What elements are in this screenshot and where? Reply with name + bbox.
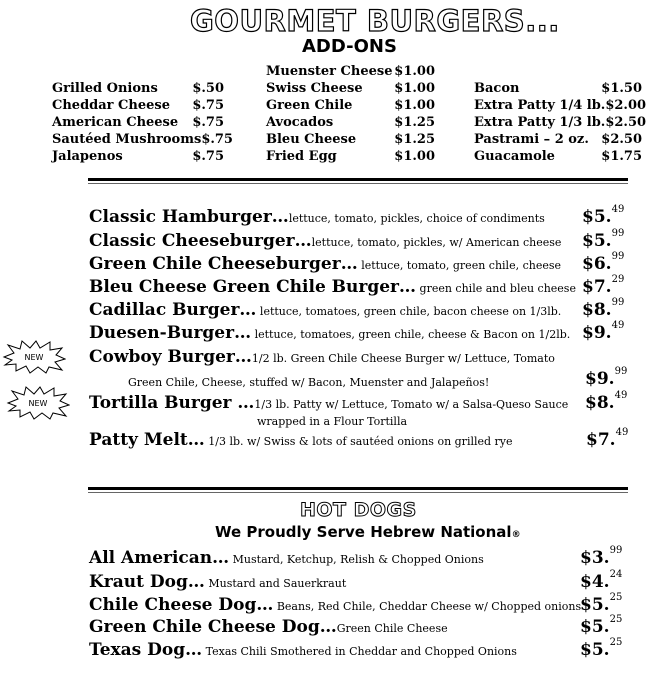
menu-item-chile-cheese-dog: Chile Cheese Dog… Beans, Red Chile, Cheddar Cheese w/ Chopped onions xyxy=(89,595,582,615)
hotdogs-subheading: We Proudly Serve Hebrew National® xyxy=(215,523,521,541)
item-description-line-2: wrapped in a Flour Tortilla xyxy=(257,415,408,428)
price: $4.24 xyxy=(580,569,623,592)
price: $5.25 xyxy=(580,637,623,660)
addons-col-3 xyxy=(474,80,647,165)
menu-item-green-chile-cheeseburger: Green Chile Cheeseburger… lettuce, tomato, green chile, cheese xyxy=(89,254,561,274)
menu-item-classic-cheeseburger: Classic Cheeseburger…lettuce, tomato, pickles, w/ American cheese xyxy=(89,231,562,251)
addon-row: Bacon $1.50 xyxy=(474,81,642,96)
menu-item-cadillac-burger: Cadillac Burger… lettuce, tomatoes, green chile, bacon cheese on 1/3lb. xyxy=(89,300,562,320)
menu-item-duesen-burger: Duesen-Burger… lettuce, tomatoes, green chile, cheese & Bacon on 1/2lb. xyxy=(89,323,571,343)
new-badge-starburst-icon xyxy=(6,386,70,420)
addon-row: Grilled Onions $.50 xyxy=(52,81,224,96)
price: $5.25 xyxy=(580,614,623,637)
new-badge-label: NEW xyxy=(24,353,44,362)
hotdogs-heading: HOT DOGS xyxy=(300,499,417,521)
addon-row: Extra Patty 1/4 lb. $2.00 xyxy=(474,98,647,113)
item-description-line-2: Green Chile, Cheese, stuffed w/ Bacon, Muenster and Jalapeños! xyxy=(128,376,490,389)
addon-row: Pastrami – 2 oz. $2.50 xyxy=(474,132,642,147)
new-badge-starburst-icon xyxy=(2,340,66,374)
price: $3.99 xyxy=(580,545,623,568)
menu-item-bleu-cheese-green-chile-burger: Bleu Cheese Green Chile Burger… green chile and bleu cheese xyxy=(89,277,576,297)
addon-row: Swiss Cheese $1.00 xyxy=(266,81,435,96)
addon-row: Sautéed Mushrooms $.75 xyxy=(52,132,233,147)
addon-row: Avocados $1.25 xyxy=(266,115,435,130)
addon-row: Extra Patty 1/3 lb. $2.50 xyxy=(474,115,647,130)
price: $7.29 xyxy=(582,274,625,297)
price: $5.25 xyxy=(580,592,623,615)
price: $9.99 xyxy=(585,366,628,389)
addons-heading: ADD-ONS xyxy=(302,36,397,57)
addon-row: Jalapenos $.75 xyxy=(52,149,224,164)
divider xyxy=(88,487,628,490)
divider xyxy=(88,178,628,181)
addon-row: Fried Egg $1.00 xyxy=(266,149,435,164)
price: $5.99 xyxy=(582,228,625,251)
addon-row: Guacamole $1.75 xyxy=(474,149,642,164)
price: $6.99 xyxy=(582,251,625,274)
addon-row: Cheddar Cheese $.75 xyxy=(52,98,224,113)
price: $7.49 xyxy=(586,427,629,450)
addons-col-2 xyxy=(266,63,435,165)
price: $9.49 xyxy=(582,320,625,343)
menu-item-green-chile-cheese-dog: Green Chile Cheese Dog…Green Chile Cheese xyxy=(89,617,448,637)
price: $5.49 xyxy=(582,204,625,227)
divider xyxy=(88,492,628,493)
menu-item-kraut-dog: Kraut Dog… Mustard and Sauerkraut xyxy=(89,572,347,592)
addon-row: Bleu Cheese $1.25 xyxy=(266,132,435,147)
menu-item-all-american: All American… Mustard, Ketchup, Relish & Chopped Onions xyxy=(89,548,484,568)
addon-row: American Cheese $.75 xyxy=(52,115,224,130)
menu-item-patty-melt: Patty Melt… 1/3 lb. w/ Swiss & lots of sautéed onions on grilled rye xyxy=(89,430,513,450)
price: $8.49 xyxy=(585,390,628,413)
addon-row: Green Chile $1.00 xyxy=(266,98,435,113)
page-title: GOURMET BURGERS... xyxy=(190,4,560,38)
addon-row: Muenster Cheese $1.00 xyxy=(266,64,435,79)
divider xyxy=(88,183,628,184)
menu-item-texas-dog: Texas Dog… Texas Chili Smothered in Cheddar and Chopped Onions xyxy=(89,640,517,660)
addons-col-1 xyxy=(52,80,233,165)
new-badge-label: NEW xyxy=(28,399,48,408)
menu-item-cowboy-burger: Cowboy Burger…1/2 lb. Green Chile Cheese Burger w/ Lettuce, Tomato xyxy=(89,347,555,367)
menu-item-classic-hamburger: Classic Hamburger…lettuce, tomato, pickles, choice of condiments xyxy=(89,207,545,227)
menu-item-tortilla-burger: Tortilla Burger …1/3 lb. Patty w/ Lettuce, Tomato w/ a Salsa-Queso Sauce xyxy=(89,393,569,413)
price: $8.99 xyxy=(582,297,625,320)
